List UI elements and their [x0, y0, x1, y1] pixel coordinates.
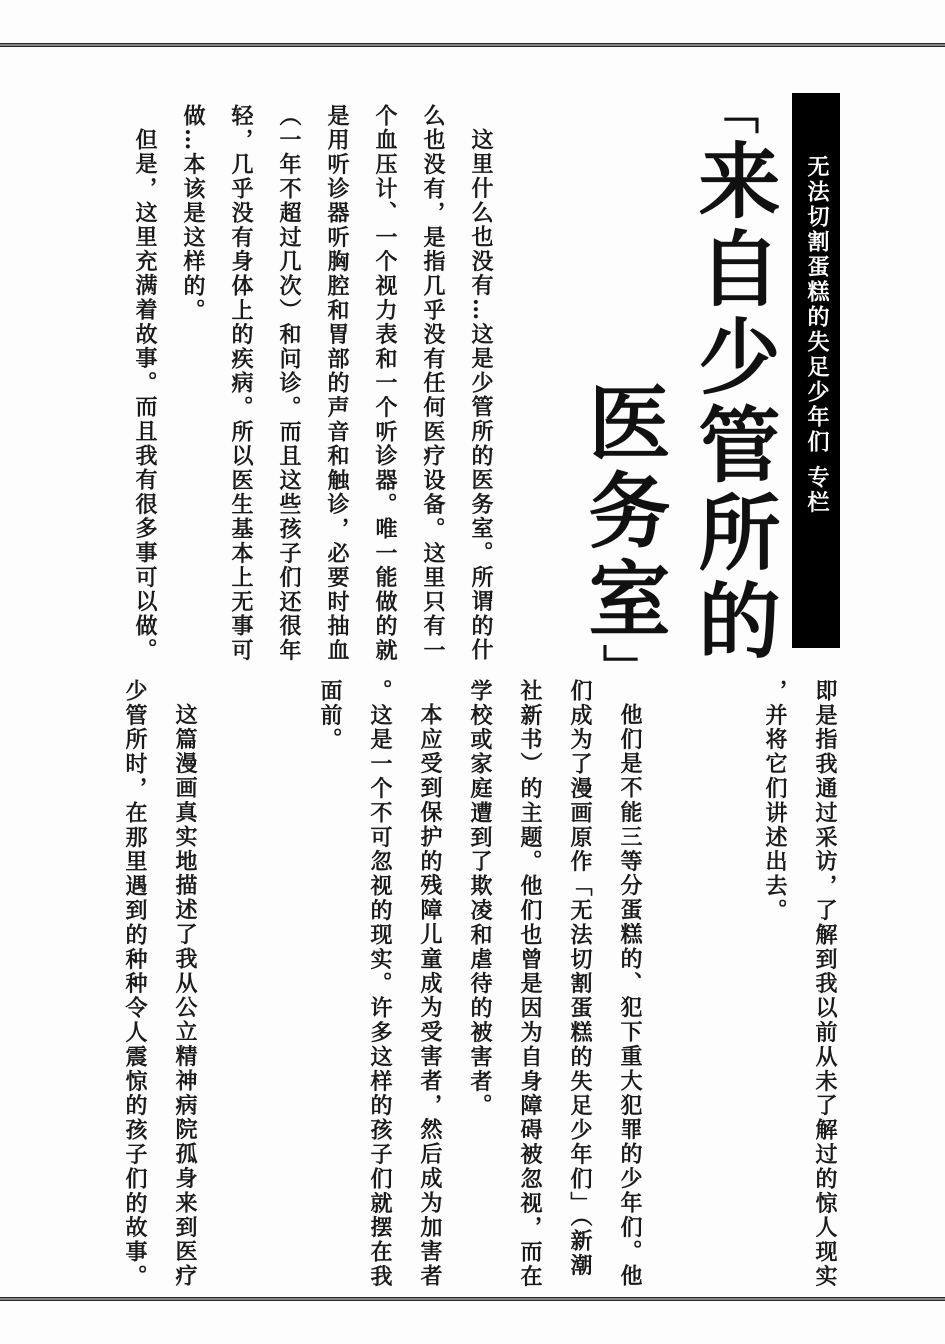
text-column: ，并将它们讲述出去。 [762, 679, 788, 923]
text-column: 们成为了漫画原作「无法切割蛋糕的失足少年们」（新潮 [567, 679, 593, 1278]
text-column: 做…本该是这样的。 [180, 104, 206, 323]
main-section [110, 679, 850, 1299]
series-banner-text: 无法切割蛋糕的失足少年们 专栏 [804, 155, 829, 516]
text-column: 他们是不能三等分蛋糕的、犯下重大犯罪的少年们。他 [617, 703, 643, 1289]
title-open-bracket: 「 [706, 88, 760, 138]
article-title [568, 88, 788, 708]
text-column: 是用听诊器听胸腔和胃部的声音和触诊，必要时抽血 [324, 104, 350, 663]
series-banner [792, 93, 840, 648]
text-column: 么也没有，是指几乎没有任何医疗设备。这里只有一 [420, 104, 446, 663]
article-title-text-2: 医务室 [575, 380, 671, 644]
text-column: 即是指我通过采访，了解到我以前从未了解过的惊人现实 [812, 679, 838, 1289]
text-column: 这里什么也没有…这是少管所的医务室。所谓的什 [468, 128, 494, 663]
text-column: 面前。 [317, 679, 343, 753]
text-column: 社新书）的主题。他们也曾是因为自身障碍被忽视，而在 [517, 679, 543, 1289]
text-column: 。这是一个不可忽视的现实。许多这样的孩子们就摆在我 [367, 679, 393, 1289]
text-column: 但是，这里充满着故事。而且我有很多事可以做。 [132, 128, 158, 663]
intro-section [121, 104, 505, 670]
article-title-line-2 [568, 88, 678, 708]
bottom-page-rule [0, 1297, 945, 1301]
top-page-rule [0, 43, 945, 47]
article-title-line-1 [678, 88, 788, 708]
text-column: 这篇漫画真实地描述了我从公立精神病院孤身来到医疗 [172, 703, 198, 1289]
text-column: 学校或家庭遭到了欺凌和虐待的被害者。 [467, 679, 493, 1119]
title-close-bracket: 」 [596, 644, 650, 694]
text-column: 本应受到保护的残障儿童成为受害者，然后成为加害者 [417, 703, 443, 1289]
text-column: 轻，几乎没有身体上的疾病。所以医生基本上无事可 [228, 104, 254, 663]
article-title-text-1: 来自少管所的 [685, 138, 781, 666]
text-column: 少管所时，在那里遇到的种种令人震惊的孩子们的故事。 [122, 679, 148, 1289]
text-column: （一年不超过几次）和问诊。而且这些孩子们还很年 [276, 104, 302, 663]
text-column: 个血压计、一个视力表和一个听诊器。唯一能做的就 [372, 104, 398, 663]
